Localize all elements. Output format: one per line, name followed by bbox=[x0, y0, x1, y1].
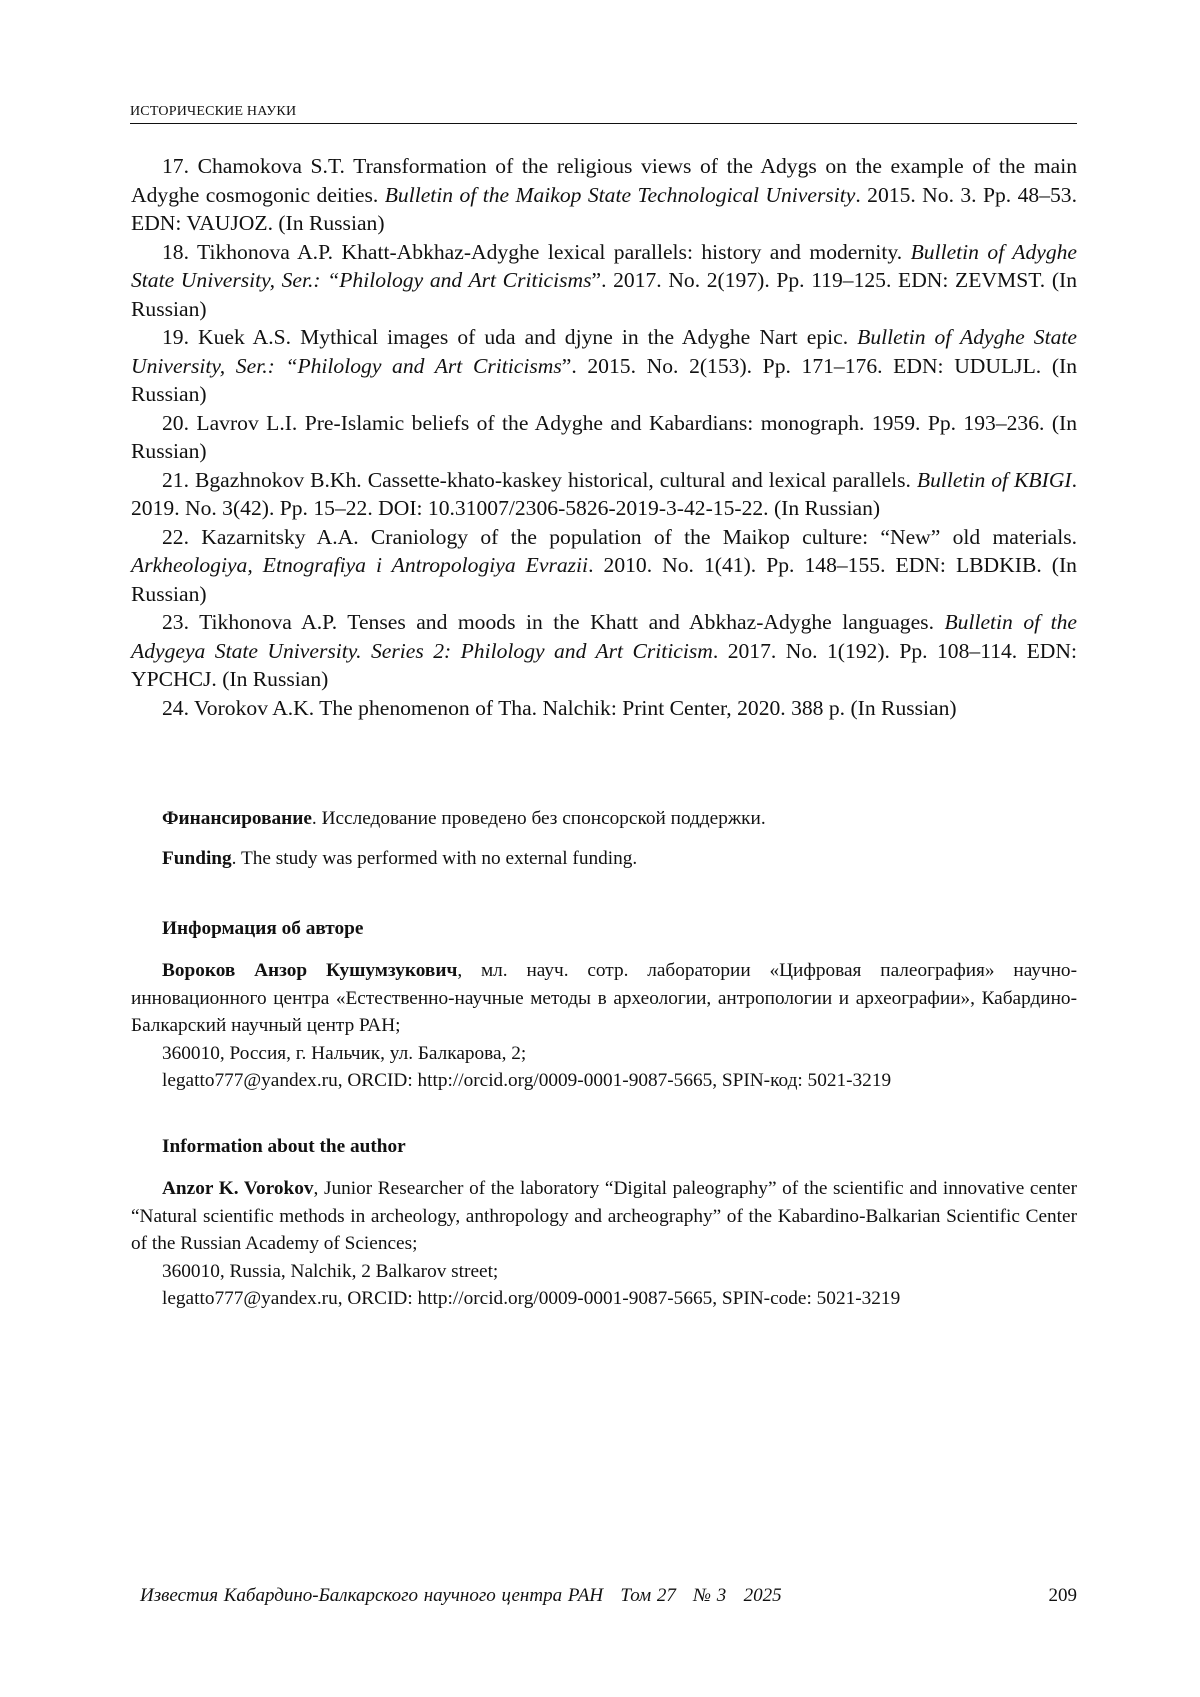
author-ru-desc: , мл. науч. сотр. лаборатории «Цифровая палеография» научно-инновационного центра «Естественно-научные методы в археологии, антропологии и археографии», Кабардино-Балкарский научный центр РАН; bbox=[131, 960, 1077, 1036]
author-ru-affiliation bbox=[131, 957, 1077, 1040]
reference-journal: Bulletin of the Adygeya State University. Series 2: Philology and Art Criticism bbox=[131, 610, 1077, 663]
reference-item bbox=[131, 694, 1077, 723]
reference-item bbox=[131, 608, 1077, 694]
author-en-address: 360010, Russia, Nalchik, 2 Balkarov street; bbox=[131, 1258, 1077, 1286]
reference-text: 22. Kazarnitsky A.A. Craniology of the population of the Maikop culture: “New” old materials. bbox=[162, 525, 1077, 549]
page-number: 209 bbox=[1049, 1585, 1078, 1607]
reference-list bbox=[131, 152, 1077, 722]
author-en-info bbox=[131, 1175, 1077, 1313]
reference-text: 24. Vorokov A.K. The phenomenon of Tha. Nalchik: Print Center, 2020. 388 p. (In Russian) bbox=[162, 696, 957, 720]
reference-journal: Bulletin of KBIGI bbox=[917, 468, 1072, 492]
reference-details: . 2019. No. 3(42). Pp. 15–22. DOI: 10.31007/2306-5826-2019-3-42-15-22. (In Russian) bbox=[131, 468, 1077, 521]
reference-journal: Bulletin of Adyghe State University, Ser.: “Philology and Art Criticisms bbox=[131, 325, 1077, 378]
reference-text: 21. Bgazhnokov B.Kh. Cassette-khato-kaskey historical, cultural and lexical parallels. bbox=[162, 468, 917, 492]
author-en-contacts: legatto777@yandex.ru, ORCID: http://orcid.org/0009-0001-9087-5665, SPIN-code: 5021-3219 bbox=[131, 1285, 1077, 1313]
reference-item bbox=[131, 409, 1077, 466]
reference-item bbox=[131, 523, 1077, 609]
reference-item bbox=[131, 238, 1077, 324]
author-ru-contacts: legatto777@yandex.ru, ORCID: http://orcid.org/0009-0001-9087-5665, SPIN-код: 5021-3219 bbox=[131, 1067, 1077, 1095]
funding-ru-text: . Исследование проведено без спонсорской поддержки. bbox=[312, 808, 766, 829]
author-ru-info bbox=[131, 957, 1077, 1095]
journal-volume: Том 27 bbox=[620, 1585, 676, 1606]
reference-journal: Bulletin of Adyghe State University, Ser.: “Philology and Art Criticisms bbox=[131, 240, 1077, 293]
author-en-desc: , Junior Researcher of the laboratory “Digital paleography” of the scientific and innovative center “Natural scientific methods in archeology, anthropology and archeography” of the Kabardino-Balkarian Scientific Center of the Russian Academy of Sciences; bbox=[131, 1178, 1077, 1254]
author-en-affiliation bbox=[131, 1175, 1077, 1258]
journal-year: 2025 bbox=[744, 1585, 782, 1606]
reference-journal: Bulletin of the Maikop State Technological University bbox=[385, 183, 856, 207]
reference-details: . 2010. No. 1(41). Pp. 148–155. EDN: LBDKIB. (In Russian) bbox=[131, 553, 1077, 606]
author-ru-name: Вороков Анзор Кушумзукович bbox=[162, 960, 457, 981]
footer-journal bbox=[140, 1585, 782, 1607]
author-ru-title: Информация об авторе bbox=[162, 918, 363, 940]
funding-ru bbox=[131, 805, 1077, 833]
reference-details: . 2015. No. 3. Pp. 48–53. EDN: VAUJOZ. (In Russian) bbox=[131, 183, 1077, 236]
reference-item bbox=[131, 152, 1077, 238]
reference-details: . 2017. No. 1(192). Pp. 108–114. EDN: YPCHCJ. (In Russian) bbox=[131, 639, 1077, 692]
reference-text: 18. Tikhonova A.P. Khatt-Abkhaz-Adyghe lexical parallels: history and modernity. bbox=[162, 240, 911, 264]
reference-text: 17. Chamokova S.T. Transformation of the religious views of the Adygs on the example of the main Adyghe cosmogonic deities. bbox=[131, 154, 1077, 207]
funding-en-text: . The study was performed with no external funding. bbox=[232, 848, 638, 869]
journal-title: Известия Кабардино-Балкарского научного центра РАН bbox=[140, 1585, 603, 1606]
reference-text: 23. Tikhonova A.P. Tenses and moods in the Khatt and Abkhaz-Adyghe languages. bbox=[162, 610, 944, 634]
reference-details: ”. 2015. No. 2(153). Pp. 171–176. EDN: UDULJL. (In Russian) bbox=[131, 354, 1077, 407]
funding-en-label: Funding bbox=[162, 848, 232, 869]
author-ru-address: 360010, Россия, г. Нальчик, ул. Балкарова, 2; bbox=[131, 1040, 1077, 1068]
reference-item bbox=[131, 466, 1077, 523]
reference-text: 19. Kuek A.S. Mythical images of uda and djyne in the Adyghe Nart epic. bbox=[162, 325, 857, 349]
journal-issue: № 3 bbox=[693, 1585, 726, 1606]
running-header: ИСТОРИЧЕСКИЕ НАУКИ bbox=[130, 104, 1077, 124]
reference-text: 20. Lavrov L.I. Pre-Islamic beliefs of the Adyghe and Kabardians: monograph. 1959. Pp. 193–236. (In Russian) bbox=[131, 411, 1077, 464]
funding-en bbox=[131, 845, 1077, 873]
reference-item bbox=[131, 323, 1077, 409]
reference-journal: Arkheologiya, Etnografiya i Antropologiya Evrazii bbox=[131, 553, 588, 577]
author-en-name: Anzor K. Vorokov bbox=[162, 1178, 313, 1199]
funding-ru-label: Финансирование bbox=[162, 808, 312, 829]
reference-details: ”. 2017. No. 2(197). Pp. 119–125. EDN: ZEVMST. (In Russian) bbox=[131, 268, 1077, 321]
author-en-title: Information about the author bbox=[162, 1136, 406, 1158]
